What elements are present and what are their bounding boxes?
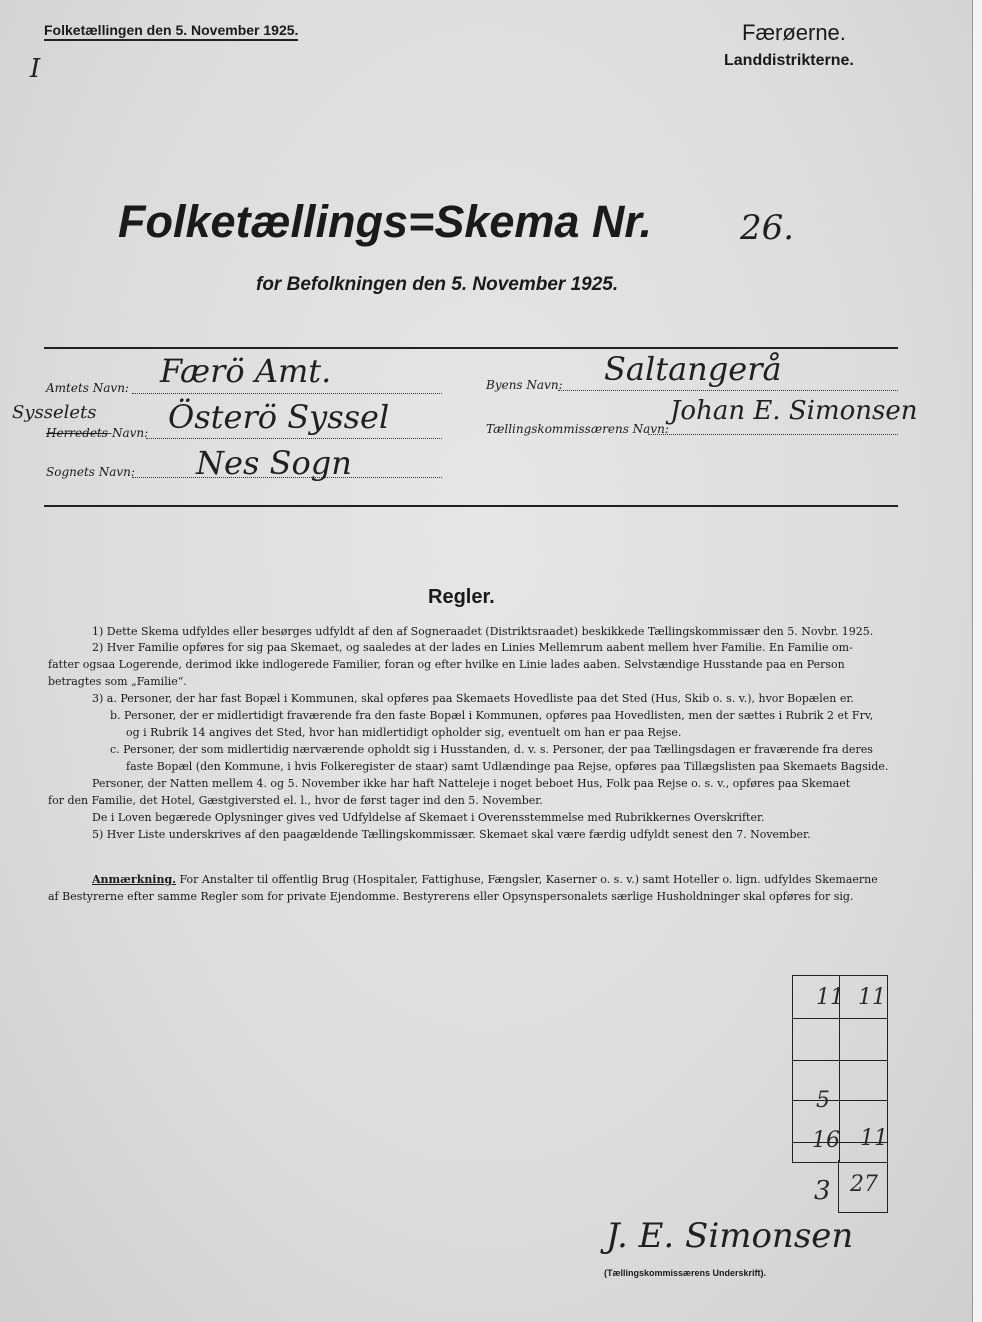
kommissaer-label: Tællingskommissærens Navn: [486, 422, 669, 436]
rule-line: og i Rubrik 14 angives det Sted, hvor han midlertidigt opholder sig, eventuelt om han er paa Rejse. [126, 726, 682, 739]
tally-row-line [793, 1060, 887, 1061]
rule-line: fatter ogsaa Logerende, derimod ikke indlogerede Familier, foran og efter hvilke en Linie lades aaben. Selvstændige Husstande paa en Person [48, 658, 845, 671]
rule-line: 1) Dette Skema udfyldes eller besørges udfyldt af den af Sogneraadet (Distriktsraadet) beskikkede Tællingskommissær den 5. Novbr. 1925. [92, 625, 874, 638]
district-header: Landdistrikterne. [724, 52, 854, 69]
rule-line: c. Personer, der som midlertidig nærværende opholdt sig i Husstanden, d. v. s. Personer, der paa Tællingsdagen er fraværende fra deres [110, 743, 873, 756]
note-text-1: For Anstalter til offentlig Brug (Hospitaler, Fattighuse, Fængsler, Kaserner o. s. v.) samt Hoteller o. lign. udfyldes Skemaerne [179, 873, 878, 886]
by-label: Byens Navn: [486, 378, 563, 392]
by-line [558, 390, 898, 391]
note-text-2: af Bestyrerne efter samme Regler som for private Ejendomme. Bestyrerens eller Opsynspersonalets særlige Husholdninger skal opføres for sig. [48, 890, 854, 903]
tally-row-line [793, 1018, 887, 1019]
rules-heading: Regler. [428, 586, 495, 608]
bottom-rule [44, 505, 898, 507]
by-value: Saltangerå [604, 350, 782, 388]
tally-row-line [793, 1100, 887, 1101]
rule-line: faste Bopæl (den Kommune, i hvis Folkeregister de staar) samt Udlændinge paa Rejse, opføres paa Tillægslisten paa Skemaets Bagside. [126, 760, 889, 773]
census-date-header: Folketællingen den 5. November 1925. [44, 22, 298, 41]
kommissaer-line [648, 434, 898, 435]
sogn-value: Nes Sogn [196, 444, 352, 482]
amt-value: Færö Amt. [160, 352, 332, 390]
top-rule [44, 347, 898, 349]
tally-value: 16 [812, 1128, 840, 1153]
signature-caption: (Tællingskommissærens Underskrift). [604, 1268, 767, 1278]
herred-line [146, 438, 442, 439]
form-title: Folketællings=Skema Nr. [118, 196, 652, 247]
rule-line: 2) Hver Familie opføres for sig paa Skemaet, og saaledes at der lades en Linies Mellemrum aabent mellem hver Familie. En Familie om- [92, 641, 853, 654]
signature: J. E. Simonsen [606, 1216, 854, 1256]
herred-value: Österö Syssel [168, 398, 390, 436]
rule-line: betragtes som „Familie“. [48, 675, 187, 688]
page-edge [972, 0, 982, 1322]
form-subtitle: for Befolkningen den 5. November 1925. [256, 274, 619, 295]
tally-value: 3 [814, 1176, 831, 1206]
amt-label: Amtets Navn: [46, 381, 129, 395]
amt-line [132, 393, 442, 394]
rule-line: 3) a. Personer, der har fast Bopæl i Kommunen, skal opføres paa Skemaets Hovedliste paa det Sted (Hus, Skib o. s. v.), hvor Bopælen er. [92, 692, 854, 705]
herred-correction: Sysselets [12, 402, 97, 423]
rule-line: b. Personer, der er midlertidigt fraværende fra den faste Bopæl i Kommunen, opføres paa Hovedlisten, men der sættes i Rubrik 2 et Frv, [110, 709, 874, 722]
sogn-label: Sognets Navn: [46, 465, 135, 479]
form-number: 26. [740, 208, 795, 248]
tally-value: 5 [816, 1088, 830, 1113]
note-line [92, 874, 878, 885]
tally-value: 11 [860, 1126, 888, 1151]
tally-value: 11 [858, 985, 886, 1010]
corner-mark: I [30, 54, 41, 84]
rule-line: Personer, der Natten mellem 4. og 5. November ikke har haft Natteleje i noget beboet Hus, Folk paa Rejse o. s. v., opføres paa Skemaet [92, 777, 851, 790]
herred-label: Herredets-Navn: [46, 426, 149, 440]
region-header: Færøerne. [742, 20, 846, 45]
tally-value: 11 [816, 985, 844, 1010]
rule-line: 5) Hver Liste underskrives af den paagældende Tællingskommissær. Skemaet skal være færdig udfyldt senest den 7. November. [92, 828, 811, 841]
note-label: Anmærkning. [92, 873, 177, 886]
herred-struck: Herredets [46, 426, 108, 440]
tally-value: 27 [850, 1172, 878, 1197]
kommissaer-value: Johan E. Simonsen [670, 396, 918, 426]
rule-line: for den Familie, det Hotel, Gæstgiversted el. l., hvor de først tager ind den 5. November. [48, 794, 543, 807]
rule-line: De i Loven begærede Oplysninger gives ved Udfyldelse af Skemaet i Overensstemmelse med Rubrikkernes Overskrifter. [92, 811, 765, 824]
